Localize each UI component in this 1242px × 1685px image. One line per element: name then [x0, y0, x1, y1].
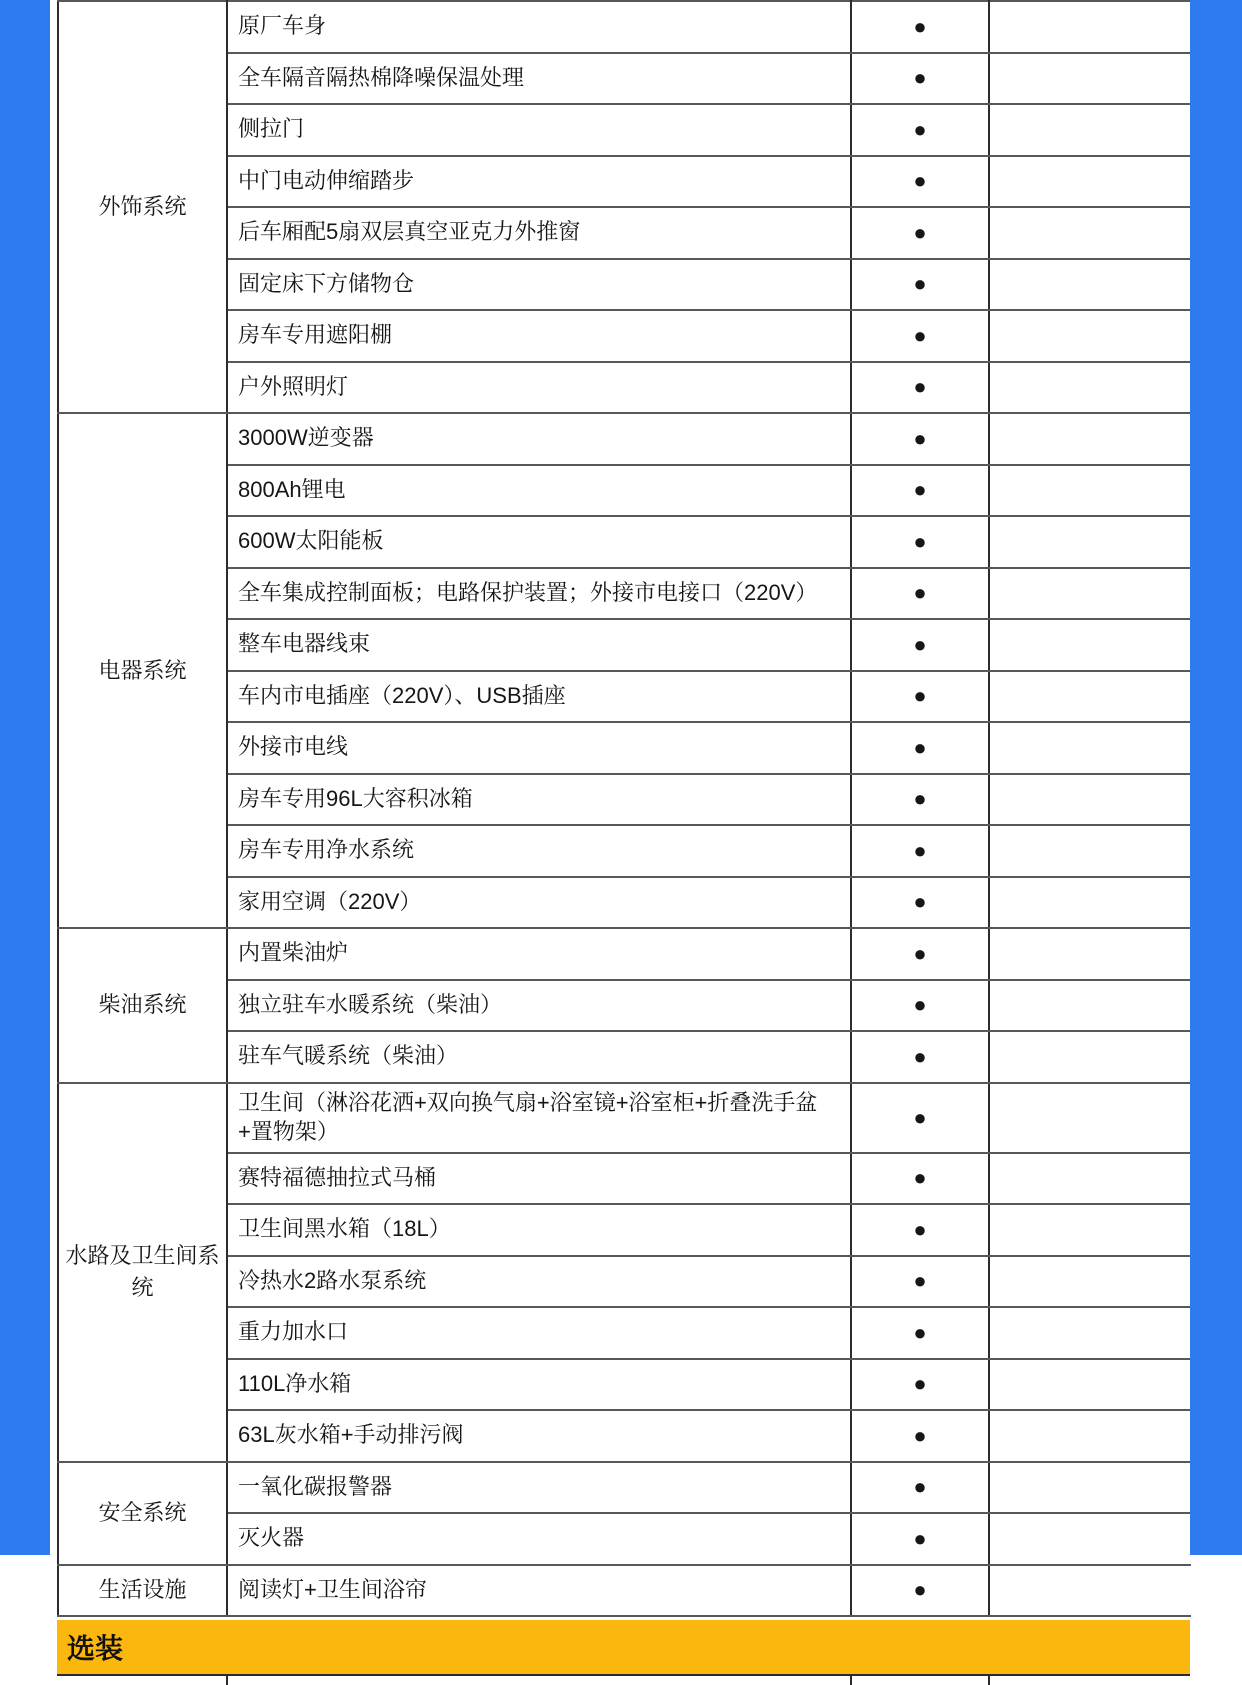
empty-cell	[989, 619, 1191, 671]
feature-cell: 800Ah锂电	[227, 465, 851, 517]
included-cell	[851, 825, 989, 877]
feature-cell: 独立驻车水暖系统（柴油）	[227, 980, 851, 1032]
category-cell-living: 生活设施	[58, 1565, 227, 1617]
included-cell	[851, 207, 989, 259]
table-row	[58, 362, 1191, 414]
table-row	[58, 1153, 1191, 1205]
feature-cell: 原厂车身	[227, 1, 851, 53]
included-cell	[851, 413, 989, 465]
dot-icon: ●	[913, 1525, 927, 1551]
feature-cell: 整车电器线束	[227, 619, 851, 671]
table-row	[58, 1359, 1191, 1411]
empty-cell	[989, 1565, 1191, 1617]
dot-icon: ●	[913, 940, 927, 966]
divider	[850, 1676, 852, 1685]
left-blue-margin	[0, 0, 50, 1555]
included-cell	[851, 516, 989, 568]
feature-cell: 阅读灯+卫生间浴帘	[227, 1565, 851, 1617]
included-cell	[851, 310, 989, 362]
empty-cell	[989, 156, 1191, 208]
table-row	[58, 1083, 1191, 1153]
feature-cell: 卫生间（淋浴花洒+双向换气扇+浴室镜+浴室柜+折叠洗手盆+置物架）	[227, 1083, 851, 1153]
next-table-partial-row	[57, 1674, 1190, 1685]
feature-cell: 驻车气暖系统（柴油）	[227, 1031, 851, 1083]
included-cell	[851, 104, 989, 156]
dot-icon: ●	[913, 1268, 927, 1294]
empty-cell	[989, 671, 1191, 723]
table-row	[58, 1462, 1191, 1514]
feature-cell: 车内市电插座（220V）、USB插座	[227, 671, 851, 723]
empty-cell	[989, 1153, 1191, 1205]
included-cell	[851, 928, 989, 980]
table-row	[58, 516, 1191, 568]
included-cell	[851, 362, 989, 414]
spec-table	[57, 0, 1191, 1617]
table-row	[58, 1, 1191, 53]
empty-cell	[989, 1083, 1191, 1153]
included-cell	[851, 619, 989, 671]
dot-icon: ●	[913, 65, 927, 91]
dot-icon: ●	[913, 1104, 927, 1130]
dot-icon: ●	[913, 1577, 927, 1603]
included-cell	[851, 1256, 989, 1308]
table-row	[58, 1031, 1191, 1083]
empty-cell	[989, 104, 1191, 156]
included-cell	[851, 1410, 989, 1462]
feature-cell: 一氧化碳报警器	[227, 1462, 851, 1514]
dot-icon: ●	[913, 1165, 927, 1191]
empty-cell	[989, 465, 1191, 517]
empty-cell	[989, 1462, 1191, 1514]
dot-icon: ●	[913, 1422, 927, 1448]
included-cell	[851, 980, 989, 1032]
dot-icon: ●	[913, 116, 927, 142]
empty-cell	[989, 1, 1191, 53]
feature-cell: 侧拉门	[227, 104, 851, 156]
dot-icon: ●	[913, 992, 927, 1018]
included-cell	[851, 722, 989, 774]
table-row	[58, 1410, 1191, 1462]
dot-icon: ●	[913, 683, 927, 709]
empty-cell	[989, 877, 1191, 929]
dot-icon: ●	[913, 528, 927, 554]
dot-icon: ●	[913, 889, 927, 915]
empty-cell	[989, 259, 1191, 311]
feature-cell: 灭火器	[227, 1513, 851, 1565]
feature-cell: 全车隔音隔热棉降噪保温处理	[227, 53, 851, 105]
dot-icon: ●	[913, 271, 927, 297]
dot-icon: ●	[913, 837, 927, 863]
table-row	[58, 465, 1191, 517]
empty-cell	[989, 1307, 1191, 1359]
feature-cell: 全车集成控制面板；电路保护装置；外接市电接口（220V）	[227, 568, 851, 620]
dot-icon: ●	[913, 580, 927, 606]
dot-icon: ●	[913, 13, 927, 39]
table-row	[58, 156, 1191, 208]
category-cell-safety: 安全系统	[58, 1462, 227, 1565]
feature-cell: 房车专用96L大容积冰箱	[227, 774, 851, 826]
empty-cell	[989, 825, 1191, 877]
table-row	[58, 1256, 1191, 1308]
dot-icon: ●	[913, 168, 927, 194]
dot-icon: ●	[913, 1474, 927, 1500]
included-cell	[851, 259, 989, 311]
empty-cell	[989, 722, 1191, 774]
table-row	[58, 928, 1191, 980]
empty-cell	[989, 568, 1191, 620]
table-row	[58, 1307, 1191, 1359]
feature-cell: 房车专用遮阳棚	[227, 310, 851, 362]
table-row	[58, 104, 1191, 156]
included-cell	[851, 156, 989, 208]
dot-icon: ●	[913, 322, 927, 348]
category-cell-electrical: 电器系统	[58, 413, 227, 928]
empty-cell	[989, 1410, 1191, 1462]
included-cell	[851, 1307, 989, 1359]
table-row	[58, 671, 1191, 723]
feature-cell: 内置柴油炉	[227, 928, 851, 980]
dot-icon: ●	[913, 1043, 927, 1069]
empty-cell	[989, 1031, 1191, 1083]
empty-cell	[989, 413, 1191, 465]
empty-cell	[989, 980, 1191, 1032]
empty-cell	[989, 516, 1191, 568]
dot-icon: ●	[913, 477, 927, 503]
included-cell	[851, 465, 989, 517]
included-cell	[851, 1565, 989, 1617]
included-cell	[851, 1153, 989, 1205]
included-cell	[851, 1359, 989, 1411]
dot-icon: ●	[913, 374, 927, 400]
included-cell	[851, 1462, 989, 1514]
feature-cell: 63L灰水箱+手动排污阀	[227, 1410, 851, 1462]
included-cell	[851, 1031, 989, 1083]
feature-cell: 外接市电线	[227, 722, 851, 774]
table-row	[58, 310, 1191, 362]
feature-cell: 中门电动伸缩踏步	[227, 156, 851, 208]
dot-icon: ●	[913, 734, 927, 760]
included-cell	[851, 1204, 989, 1256]
table-row	[58, 413, 1191, 465]
included-cell	[851, 671, 989, 723]
table-row	[58, 568, 1191, 620]
dot-icon: ●	[913, 631, 927, 657]
spec-table-area	[57, 0, 1190, 1685]
empty-cell	[989, 774, 1191, 826]
table-row	[58, 774, 1191, 826]
table-row	[58, 980, 1191, 1032]
empty-cell	[989, 362, 1191, 414]
dot-icon: ●	[913, 219, 927, 245]
empty-cell	[989, 928, 1191, 980]
included-cell	[851, 53, 989, 105]
table-row	[58, 1513, 1191, 1565]
included-cell	[851, 568, 989, 620]
included-cell	[851, 774, 989, 826]
empty-cell	[989, 310, 1191, 362]
empty-cell	[989, 53, 1191, 105]
category-cell-diesel: 柴油系统	[58, 928, 227, 1083]
feature-cell: 600W太阳能板	[227, 516, 851, 568]
feature-cell: 110L净水箱	[227, 1359, 851, 1411]
feature-cell: 赛特福德抽拉式马桶	[227, 1153, 851, 1205]
table-row	[58, 1204, 1191, 1256]
optional-section-title: 选装	[67, 1633, 124, 1664]
table-row	[58, 207, 1191, 259]
table-row	[58, 877, 1191, 929]
dot-icon: ●	[913, 425, 927, 451]
feature-cell: 房车专用净水系统	[227, 825, 851, 877]
feature-cell: 家用空调（220V）	[227, 877, 851, 929]
feature-cell: 3000W逆变器	[227, 413, 851, 465]
feature-cell: 卫生间黑水箱（18L）	[227, 1204, 851, 1256]
optional-section-header	[57, 1620, 1190, 1674]
divider	[226, 1676, 228, 1685]
table-row	[58, 722, 1191, 774]
right-blue-margin	[1190, 0, 1242, 1555]
category-cell-exterior: 外饰系统	[58, 1, 227, 413]
included-cell	[851, 1083, 989, 1153]
feature-cell: 固定床下方储物仓	[227, 259, 851, 311]
empty-cell	[989, 1359, 1191, 1411]
table-row	[58, 1565, 1191, 1617]
feature-cell: 后车厢配5扇双层真空亚克力外推窗	[227, 207, 851, 259]
included-cell	[851, 877, 989, 929]
included-cell	[851, 1, 989, 53]
divider	[988, 1676, 990, 1685]
dot-icon: ●	[913, 1371, 927, 1397]
feature-cell: 冷热水2路水泵系统	[227, 1256, 851, 1308]
empty-cell	[989, 207, 1191, 259]
feature-cell: 户外照明灯	[227, 362, 851, 414]
empty-cell	[989, 1513, 1191, 1565]
dot-icon: ●	[913, 786, 927, 812]
empty-cell	[989, 1204, 1191, 1256]
dot-icon: ●	[913, 1216, 927, 1242]
table-row	[58, 259, 1191, 311]
empty-cell	[989, 1256, 1191, 1308]
table-row	[58, 825, 1191, 877]
dot-icon: ●	[913, 1319, 927, 1345]
feature-cell: 重力加水口	[227, 1307, 851, 1359]
table-row	[58, 619, 1191, 671]
table-row	[58, 53, 1191, 105]
category-cell-water-bathroom: 水路及卫生间系统	[58, 1083, 227, 1462]
included-cell	[851, 1513, 989, 1565]
